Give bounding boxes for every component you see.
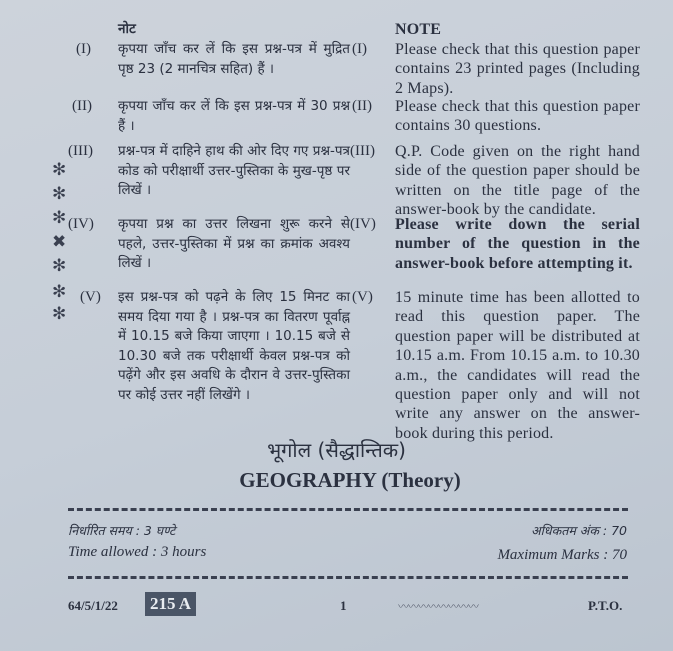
item-number: (IV): [350, 216, 376, 232]
asterisk-icon: ✻: [52, 282, 67, 302]
divider: [68, 576, 628, 579]
divider: [68, 508, 628, 511]
item-number: (II): [352, 98, 372, 114]
note-heading-english: NOTE: [395, 21, 442, 38]
title-english: GEOGRAPHY (Theory): [239, 468, 461, 492]
marks-english: Maximum Marks : 70: [497, 547, 627, 563]
instruction-english: Please check that this question paper contains 23 printed pages (Including 2 Maps).: [395, 41, 640, 97]
time-hindi: निर्धारित समय : 3 घण्टे: [68, 523, 176, 538]
item-number: (III): [350, 143, 375, 159]
page-number: 1: [340, 598, 347, 613]
item-number: (I): [76, 41, 91, 57]
instruction-english: Please check that this question paper contains 30 questions.: [395, 98, 640, 135]
note-heading-hindi: नोट: [118, 21, 136, 37]
instruction-english: Q.P. Code given on the right hand side of the question paper should be written on the title page of the answer-book by the candidate.: [395, 143, 640, 219]
asterisk-icon: ✻: [52, 256, 67, 276]
pto-label: P.T.O.: [588, 598, 623, 613]
item-number: (III): [68, 143, 93, 159]
asterisk-icon: ✻: [52, 160, 67, 180]
time-english: Time allowed : 3 hours: [68, 544, 207, 560]
instruction-english: Please write down the serial number of the question in the answer-book before attempting it.: [395, 216, 640, 272]
asterisk-icon: ✻: [52, 184, 67, 204]
instruction-hindi: प्रश्न-पत्र में दाहिने हाथ की ओर दिए गए प्रश्न-पत्र कोड को परीक्षार्थी उत्तर-पुस्तिका के मुख-पृष्ठ पर लिखें ।: [118, 143, 350, 198]
asterisk-icon: ✻: [52, 304, 67, 324]
marks-hindi: अधिकतम अंक : 70: [531, 523, 627, 538]
instruction-hindi: कृपया जाँच कर लें कि इस प्रश्न-पत्र में 30 प्रश्न हैं ।: [118, 98, 350, 134]
item-number: (IV): [68, 216, 94, 232]
asterisk-icon: ✻: [52, 208, 67, 228]
title-hindi: भूगोल (सैद्धान्तिक): [267, 438, 406, 462]
item-number: (II): [72, 98, 92, 114]
item-number: (V): [80, 289, 101, 305]
instruction-hindi: कृपया जाँच कर लें कि इस प्रश्न-पत्र में मुद्रित पृष्ठ 23 (2 मानचित्र सहित) हैं ।: [118, 41, 350, 77]
instruction-hindi: कृपया प्रश्न का उत्तर लिखना शुरू करने से पहले, उत्तर-पुस्तिका में प्रश्न का क्रमांक अवश्य लिखें ।: [118, 216, 350, 271]
paper-code: 64/5/1/22: [68, 598, 118, 613]
instruction-english: 15 minute time has been allotted to read this question paper. The question paper will be distributed at 10.15 a.m. From 10.15 a.m. to 10.30 a.m., the candidates will read the question paper only and will not write any answer on the answer-book during this period.: [395, 289, 640, 442]
wavy-line: 〰〰〰〰〰〰〰〰: [398, 600, 478, 613]
item-number: (I): [352, 41, 367, 57]
item-number: (V): [352, 289, 373, 305]
cross-icon: ✖: [52, 232, 67, 252]
instruction-hindi: इस प्रश्न-पत्र को पढ़ने के लिए 15 मिनट का समय दिया गया है । प्रश्न-पत्र का वितरण पूर्वाह्न में 10.15 बजे किया जाएगा । 10.15 बजे से 10.30 बजे तक परीक्षार्थी केवल प्रश्न-पत्र को पढ़ेंगे और इस अवधि के दौरान वे उत्तर-पुस्तिका पर कोई उत्तर नहीं लिखेंगे ।: [118, 289, 350, 403]
set-code-badge: 215 A: [145, 592, 196, 616]
